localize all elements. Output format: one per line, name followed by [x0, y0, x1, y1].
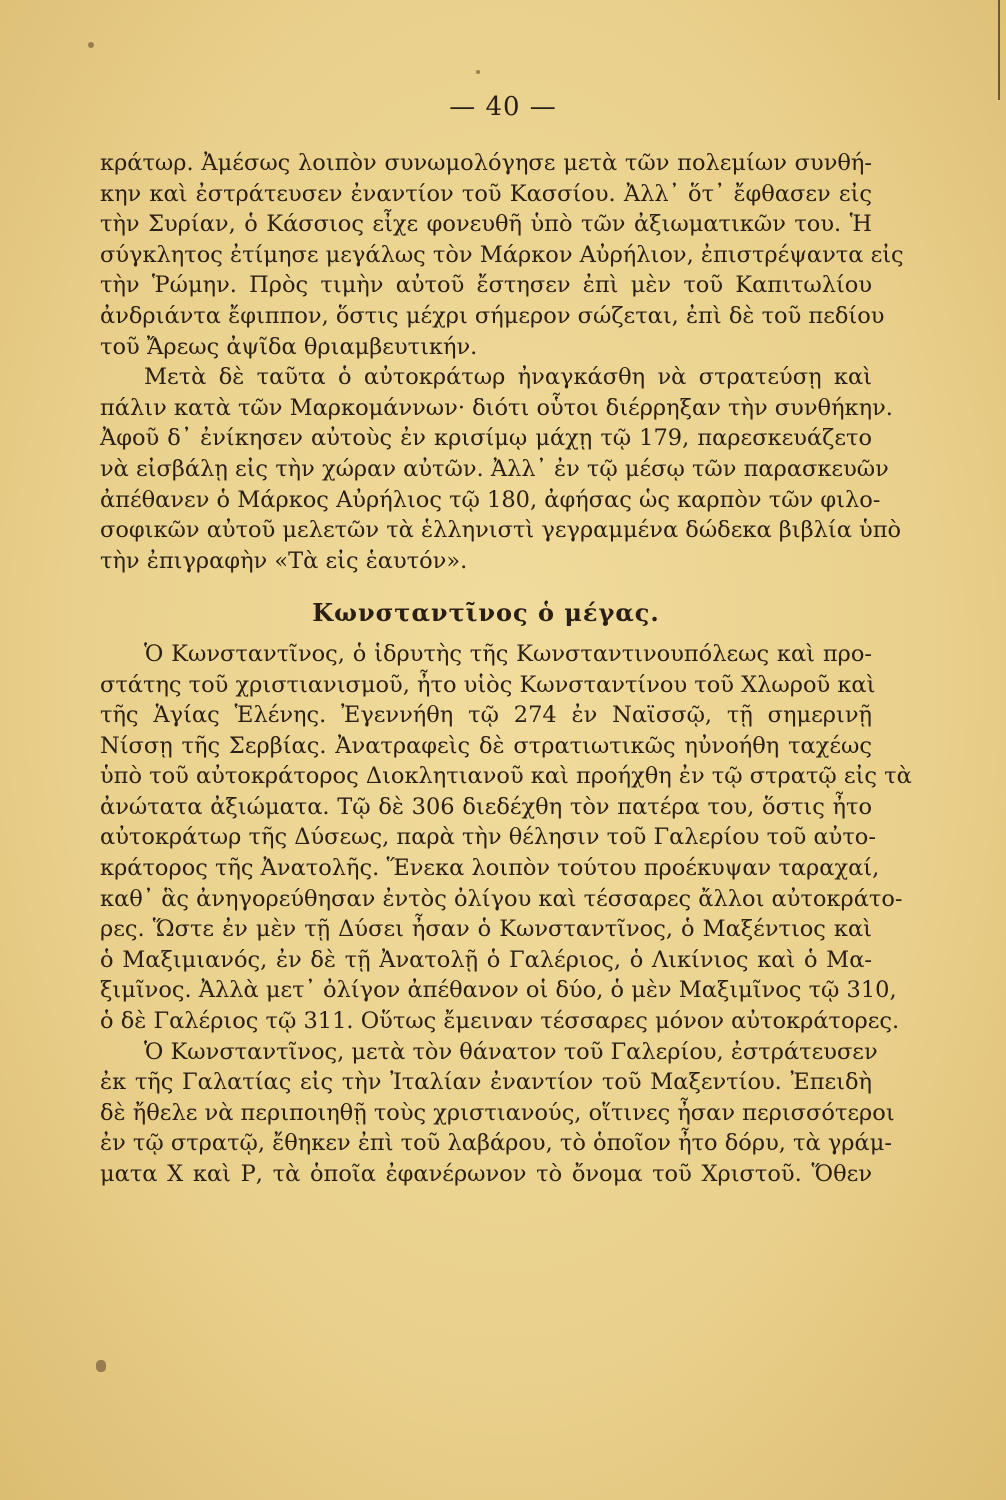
paragraph — [100, 1037, 895, 1190]
text-line: ὁ δὲ Γαλέριος τῷ 311. Οὕτως ἔμειναν τέσσαρες μόνον αὐτοκράτορες. — [100, 1008, 900, 1035]
ink-spot — [476, 70, 480, 74]
text-line: δὲ ἤθελε νὰ περιποιηθῇ τοὺς χριστιανούς, οἵτινες ἦσαν περισσότεροι — [100, 1099, 895, 1126]
text-line: κράτωρ. Ἀμέσως λοιπὸν συνωμολόγησε μετὰ τῶν πολεμίων συνθή- — [100, 150, 872, 176]
text-line: Μετὰ δὲ ταῦτα ὁ αὐτοκράτωρ ἠναγκάσθη νὰ στρατεύσῃ καὶ — [144, 364, 872, 391]
text-line: πάλιν κατὰ τῶν Μαρκομάννων· διότι οὗτοι διέρρηξαν τὴν συνθήκην. — [100, 394, 893, 421]
ink-spot — [88, 42, 94, 48]
text-line: σύγκλητος ἐτίμησε μεγάλως τὸν Μάρκον Αὐρήλιον, ἐπιστρέψαντα εἰς — [100, 241, 904, 268]
text-line: ἐκ τῆς Γαλατίας εἰς τὴν Ἰταλίαν ἐναντίον τοῦ Μαξεντίου. Ἐπειδὴ — [100, 1069, 872, 1096]
text-line: τὴν Ῥώμην. Πρὸς τιμὴν αὐτοῦ ἔστησεν ἐπὶ μὲν τοῦ Καπιτωλίου — [100, 272, 872, 299]
text-line: κην καὶ ἐστράτευσεν ἐναντίον τοῦ Κασσίου. Ἀλλ᾽ ὅτ᾽ ἔφθασεν εἰς — [100, 180, 872, 207]
text-line: Ἀφοῦ δ᾽ ἐνίκησεν αὐτοὺς ἐν κρισίμῳ μάχῃ τῷ 179, παρεσκευάζετο — [100, 425, 872, 452]
paragraph — [100, 362, 902, 576]
text-line: Ὁ Κωνσταντῖνος, μετὰ τὸν θάνατον τοῦ Γαλερίου, ἐστράτευσεν — [144, 1038, 878, 1065]
text-line: τῆς Ἁγίας Ἑλένης. Ἐγεννήθη τῷ 274 ἐν Ναϊσσῷ, τῇ σημερινῇ — [100, 702, 872, 729]
text-line: ἐν τῷ στρατῷ, ἔθηκεν ἐπὶ τοῦ λαβάρου, τὸ ὁποῖον ἦτο δόρυ, τὰ γράμ- — [100, 1130, 892, 1157]
text-line: αὐτοκράτωρ τῆς Δύσεως, παρὰ τὴν θέλησιν τοῦ Γαλερίου τοῦ αὐτο- — [100, 824, 876, 851]
text-line: ματα Χ καὶ Ρ, τὰ ὁποῖα ἐφανέρωνον τὸ ὄνομα τοῦ Χριστοῦ. Ὅθεν — [100, 1161, 872, 1187]
page-number: — 40 — — [449, 92, 557, 122]
text-line: τὴν Συρίαν, ὁ Κάσσιος εἶχε φονευθῆ ὑπὸ τῶν ἀξιωματικῶν του. Ἡ — [100, 211, 872, 238]
text-line: ἀπέθανεν ὁ Μάρκος Αὐρήλιος τῷ 180, ἀφήσας ὡς καρπὸν τῶν φιλο- — [100, 486, 881, 513]
page-edge-line — [998, 0, 1000, 100]
text-line: σοφικῶν αὐτοῦ μελετῶν τὰ ἑλληνιστὶ γεγραμμένα δώδεκα βιβλία ὑπὸ — [100, 517, 902, 544]
text-line: ρες. Ὥστε ἐν μὲν τῇ Δύσει ἦσαν ὁ Κωνσταντῖνος, ὁ Μαξέντιος καὶ — [100, 916, 872, 943]
text-line: ὑπὸ τοῦ αὐτοκράτορος Διοκλητιανοῦ καὶ προήχθη ἐν τῷ στρατῷ εἰς τὰ — [100, 763, 912, 790]
text-line: στάτης τοῦ χριστιανισμοῦ, ἦτο υἱὸς Κωνσταντίνου τοῦ Χλωροῦ καὶ — [100, 671, 876, 698]
text-line: ὁ Μαξιμιανός, ἐν δὲ τῇ Ἀνατολῇ ὁ Γαλέριος, ὁ Λικίνιος καὶ ὁ Μα- — [100, 946, 872, 973]
text-line: ἀνδριάντα ἔφιππον, ὅστις μέχρι σήμερον σώζεται, ἐπὶ δὲ τοῦ πεδίου — [100, 302, 885, 329]
paragraph — [100, 639, 912, 1037]
section-heading: Κωνσταντῖνος ὁ μέγας. — [312, 598, 660, 628]
text-line: κράτορος τῆς Ἀνατολῆς. Ἕνεκα λοιπὸν τούτου προέκυψαν ταραχαί, — [100, 855, 880, 882]
text-line: τὴν ἐπιγραφὴν «Τὰ εἰς ἑαυτόν». — [100, 547, 468, 574]
body-text — [100, 148, 912, 1190]
text-line: καθ᾽ ἃς ἀνηγορεύθησαν ἐντὸς ὀλίγου καὶ τέσσαρες ἄλλοι αὐτοκράτο- — [100, 885, 903, 912]
text-line: νὰ εἰσβάλῃ εἰς τὴν χώραν αὐτῶν. Ἀλλ᾽ ἐν τῷ μέσῳ τῶν παρασκευῶν — [100, 455, 889, 482]
text-line: ξιμῖνος. Ἀλλὰ μετ᾽ ὀλίγον ἀπέθανον οἱ δύο, ὁ μὲν Μαξιμῖνος τῷ 310, — [100, 977, 897, 1004]
text-line: Ὁ Κωνσταντῖνος, ὁ ἱδρυτὴς τῆς Κωνσταντινουπόλεως καὶ προ- — [144, 640, 872, 667]
paragraph — [100, 148, 904, 362]
ink-spot — [96, 1360, 106, 1372]
text-line: Νίσσῃ τῆς Σερβίας. Ἀνατραφεὶς δὲ στρατιωτικῶς ηὐνοήθη ταχέως — [100, 732, 872, 759]
text-line: ἀνώτατα ἀξιώματα. Τῷ δὲ 306 διεδέχθη τὸν πατέρα του, ὅστις ἦτο — [100, 793, 872, 820]
text-line: τοῦ Ἄρεως ἀψῖδα θριαμβευτικήν. — [100, 333, 478, 360]
